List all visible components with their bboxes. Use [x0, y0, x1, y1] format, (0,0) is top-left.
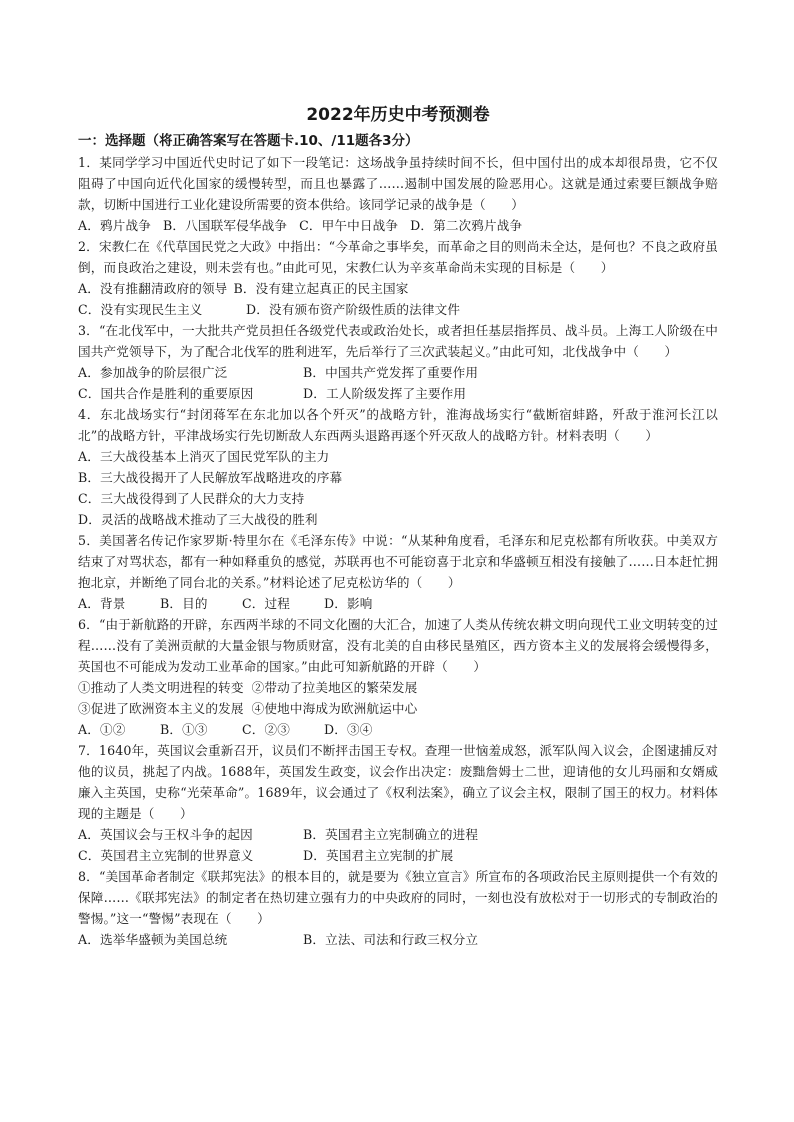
options — [78, 215, 718, 236]
option-d: D．灵活的战略战术推动了三大战役的胜利 — [78, 512, 318, 527]
option-d: D．没有颁布资产阶级性质的法律文件 — [246, 302, 461, 317]
option-a: A．没有推翻清政府的领导 — [78, 281, 228, 296]
option-c: C．甲午中日战争 — [299, 218, 399, 233]
options-row-2 — [78, 299, 718, 320]
option-a: A．参加战争的阶层很广泛 — [78, 365, 228, 380]
options-row-1 — [78, 362, 718, 383]
option-d: D．第二次鸦片战争 — [410, 218, 523, 233]
options — [78, 593, 718, 614]
options-row-2 — [78, 383, 718, 404]
option-c: C．没有实现民生主义 — [78, 302, 203, 317]
statements-row-1 — [78, 677, 718, 698]
question-stem: 3．“在北伐军中，一大批共产党员担任各级党代表或政治处长，或者担任基层指挥员、战斗员。上海工人阶级在中国共产党领导下，为了配合北伐军的胜利进军，先后举行了三次武装起义。”由此可知，北伐战争中（ ） — [78, 323, 718, 359]
option-b: B．①③ — [160, 722, 208, 737]
options-row-1 — [78, 929, 718, 950]
statements-row-2 — [78, 698, 718, 719]
option-c: C．三大战役得到了人民群众的大力支持 — [78, 491, 305, 506]
options-row-1 — [78, 278, 718, 299]
option-a: A．英国议会与王权斗争的起因 — [78, 827, 253, 842]
statement-4: ④使地中海成为欧洲航运中心 — [251, 701, 418, 716]
statement-1: ①推动了人类文明进程的转变 — [78, 680, 244, 695]
question-6 — [78, 614, 718, 740]
option-b: B．目的 — [160, 596, 208, 611]
statement-3: ③促进了欧洲资本主义的发展 — [78, 701, 244, 716]
option-d: D．英国君主立宪制的扩展 — [303, 848, 454, 863]
option-c: C．英国君主立宪制的世界意义 — [78, 848, 254, 863]
question-1 — [78, 152, 718, 236]
question-stem: 2．宋教仁在《代草国民党之大政》中指出：“今革命之事毕矣，而革命之目的则尚未全达，是何也？不良之政府虽倒，而良政治之建设，则未尝有也。”由此可见，宋教仁认为辛亥革命尚未实现的目标是（ ） — [78, 239, 718, 275]
option-d: D．工人阶级发挥了主要作用 — [303, 386, 467, 401]
question-2 — [78, 236, 718, 320]
option-d: D．影响 — [324, 596, 373, 611]
option-c: C．②③ — [242, 722, 291, 737]
question-5 — [78, 530, 718, 614]
options — [78, 719, 718, 740]
question-stem: 1．某同学学习中国近代史时记了如下一段笔记：这场战争虽持续时间不长，但中国付出的成本却很昂贵，它不仅阻碍了中国向近代化国家的缓慢转型，而且也暴露了……遏制中国发展的险恶用心。这就是通过索要巨额战争赔款，切断中国进行工业化建设所需要的资本供给。该同学记录的战争是（ ） — [78, 155, 718, 212]
option-d: D．③④ — [324, 722, 373, 737]
option-a: A．①② — [78, 722, 126, 737]
question-3 — [78, 320, 718, 404]
question-stem: 6．“由于新航路的开辟，东西两半球的不同文化圈的大汇合，加速了人类从传统农耕文明向现代工业文明转变的过程……没有了美洲贡献的大量金银与物质财富，没有北美的自由移民垦殖区，西方资本主义的发展将会缓慢得多，英国也不可能成为发动工业革命的国家。”由此可知新航路的开辟（ ） — [78, 617, 718, 674]
option-c: C．过程 — [242, 596, 291, 611]
option-b: B．立法、司法和行政三权分立 — [303, 932, 479, 947]
option-c: C．国共合作是胜利的重要原因 — [78, 386, 254, 401]
exam-page — [78, 104, 718, 950]
option-a: A．背景 — [78, 596, 126, 611]
option-a: A．选举华盛顿为美国总统 — [78, 932, 228, 947]
options-row-2 — [78, 845, 718, 866]
options-row-1 — [78, 824, 718, 845]
option-b: B．英国君主立宪制确立的进程 — [303, 827, 479, 842]
statement-2: ②带动了拉美地区的繁荣发展 — [251, 680, 418, 695]
question-stem: 4．东北战场实行“封闭蒋军在东北加以各个歼灭”的战略方针，淮海战场实行“截断宿蚌路，歼敌于淮河长江以北”的战略方针，平津战场实行先切断敌人东西两头退路再逐个歼灭敌人的战略方针。材料表明（ ） — [78, 407, 718, 443]
question-7 — [78, 740, 718, 866]
question-stem: 5．美国著名传记作家罗斯·特里尔在《毛泽东传》中说：“从某种角度看，毛泽东和尼克松都有所收获。中美双方结束了对骂状态，都有一种如释重负的感觉，苏联再也不可能窃喜于北京和华盛顿互相没有接触了……日本赶忙拥抱北京，并断绝了同台北的关系。”材料论述了尼克松访华的（ ） — [78, 533, 718, 590]
question-stem: 8．“美国革命者制定《联邦宪法》的根本目的，就是要为《独立宣言》所宣布的各项政治民主原则提供一个有效的保障……《联邦宪法》的制定者在热切建立强有力的中央政府的同时，一刻也没有放松对于一切形式的专制政治的警惕。”这一“警惕”表现在（ ） — [78, 869, 718, 926]
option-b: B．中国共产党发挥了重要作用 — [303, 365, 479, 380]
question-8 — [78, 866, 718, 950]
question-4 — [78, 404, 718, 530]
option-a: A．鸦片战争 — [78, 218, 151, 233]
question-stem: 7．1640年，英国议会重新召开，议员们不断抨击国王专权。查理一世恼羞成怒，派军队闯入议会，企图逮捕反对他的议员，挑起了内战。1688年，英国发生政变，议会作出决定：废黜詹姆士二世，迎请他的女儿玛丽和女婿威廉入主英国，史称“光荣革命”。1689年，议会通过了《权利法案》，确立了议会主权，限制了国王的权力。材料体现的主题是（ ） — [78, 743, 718, 821]
option-b: B．没有建立起真正的民主国家 — [233, 281, 409, 296]
option-b: B．八国联军侵华战争 — [162, 218, 288, 233]
option-b: B．三大战役揭开了人民解放军战略进攻的序幕 — [78, 470, 343, 485]
section-heading: 一：选择题（将正确答案写在答题卡.10、/11题各3分） — [78, 133, 419, 149]
page-title: 2022年历史中考预测卷 — [306, 105, 490, 125]
option-a: A．三大战役基本上消灭了国民党军队的主力 — [78, 449, 330, 464]
